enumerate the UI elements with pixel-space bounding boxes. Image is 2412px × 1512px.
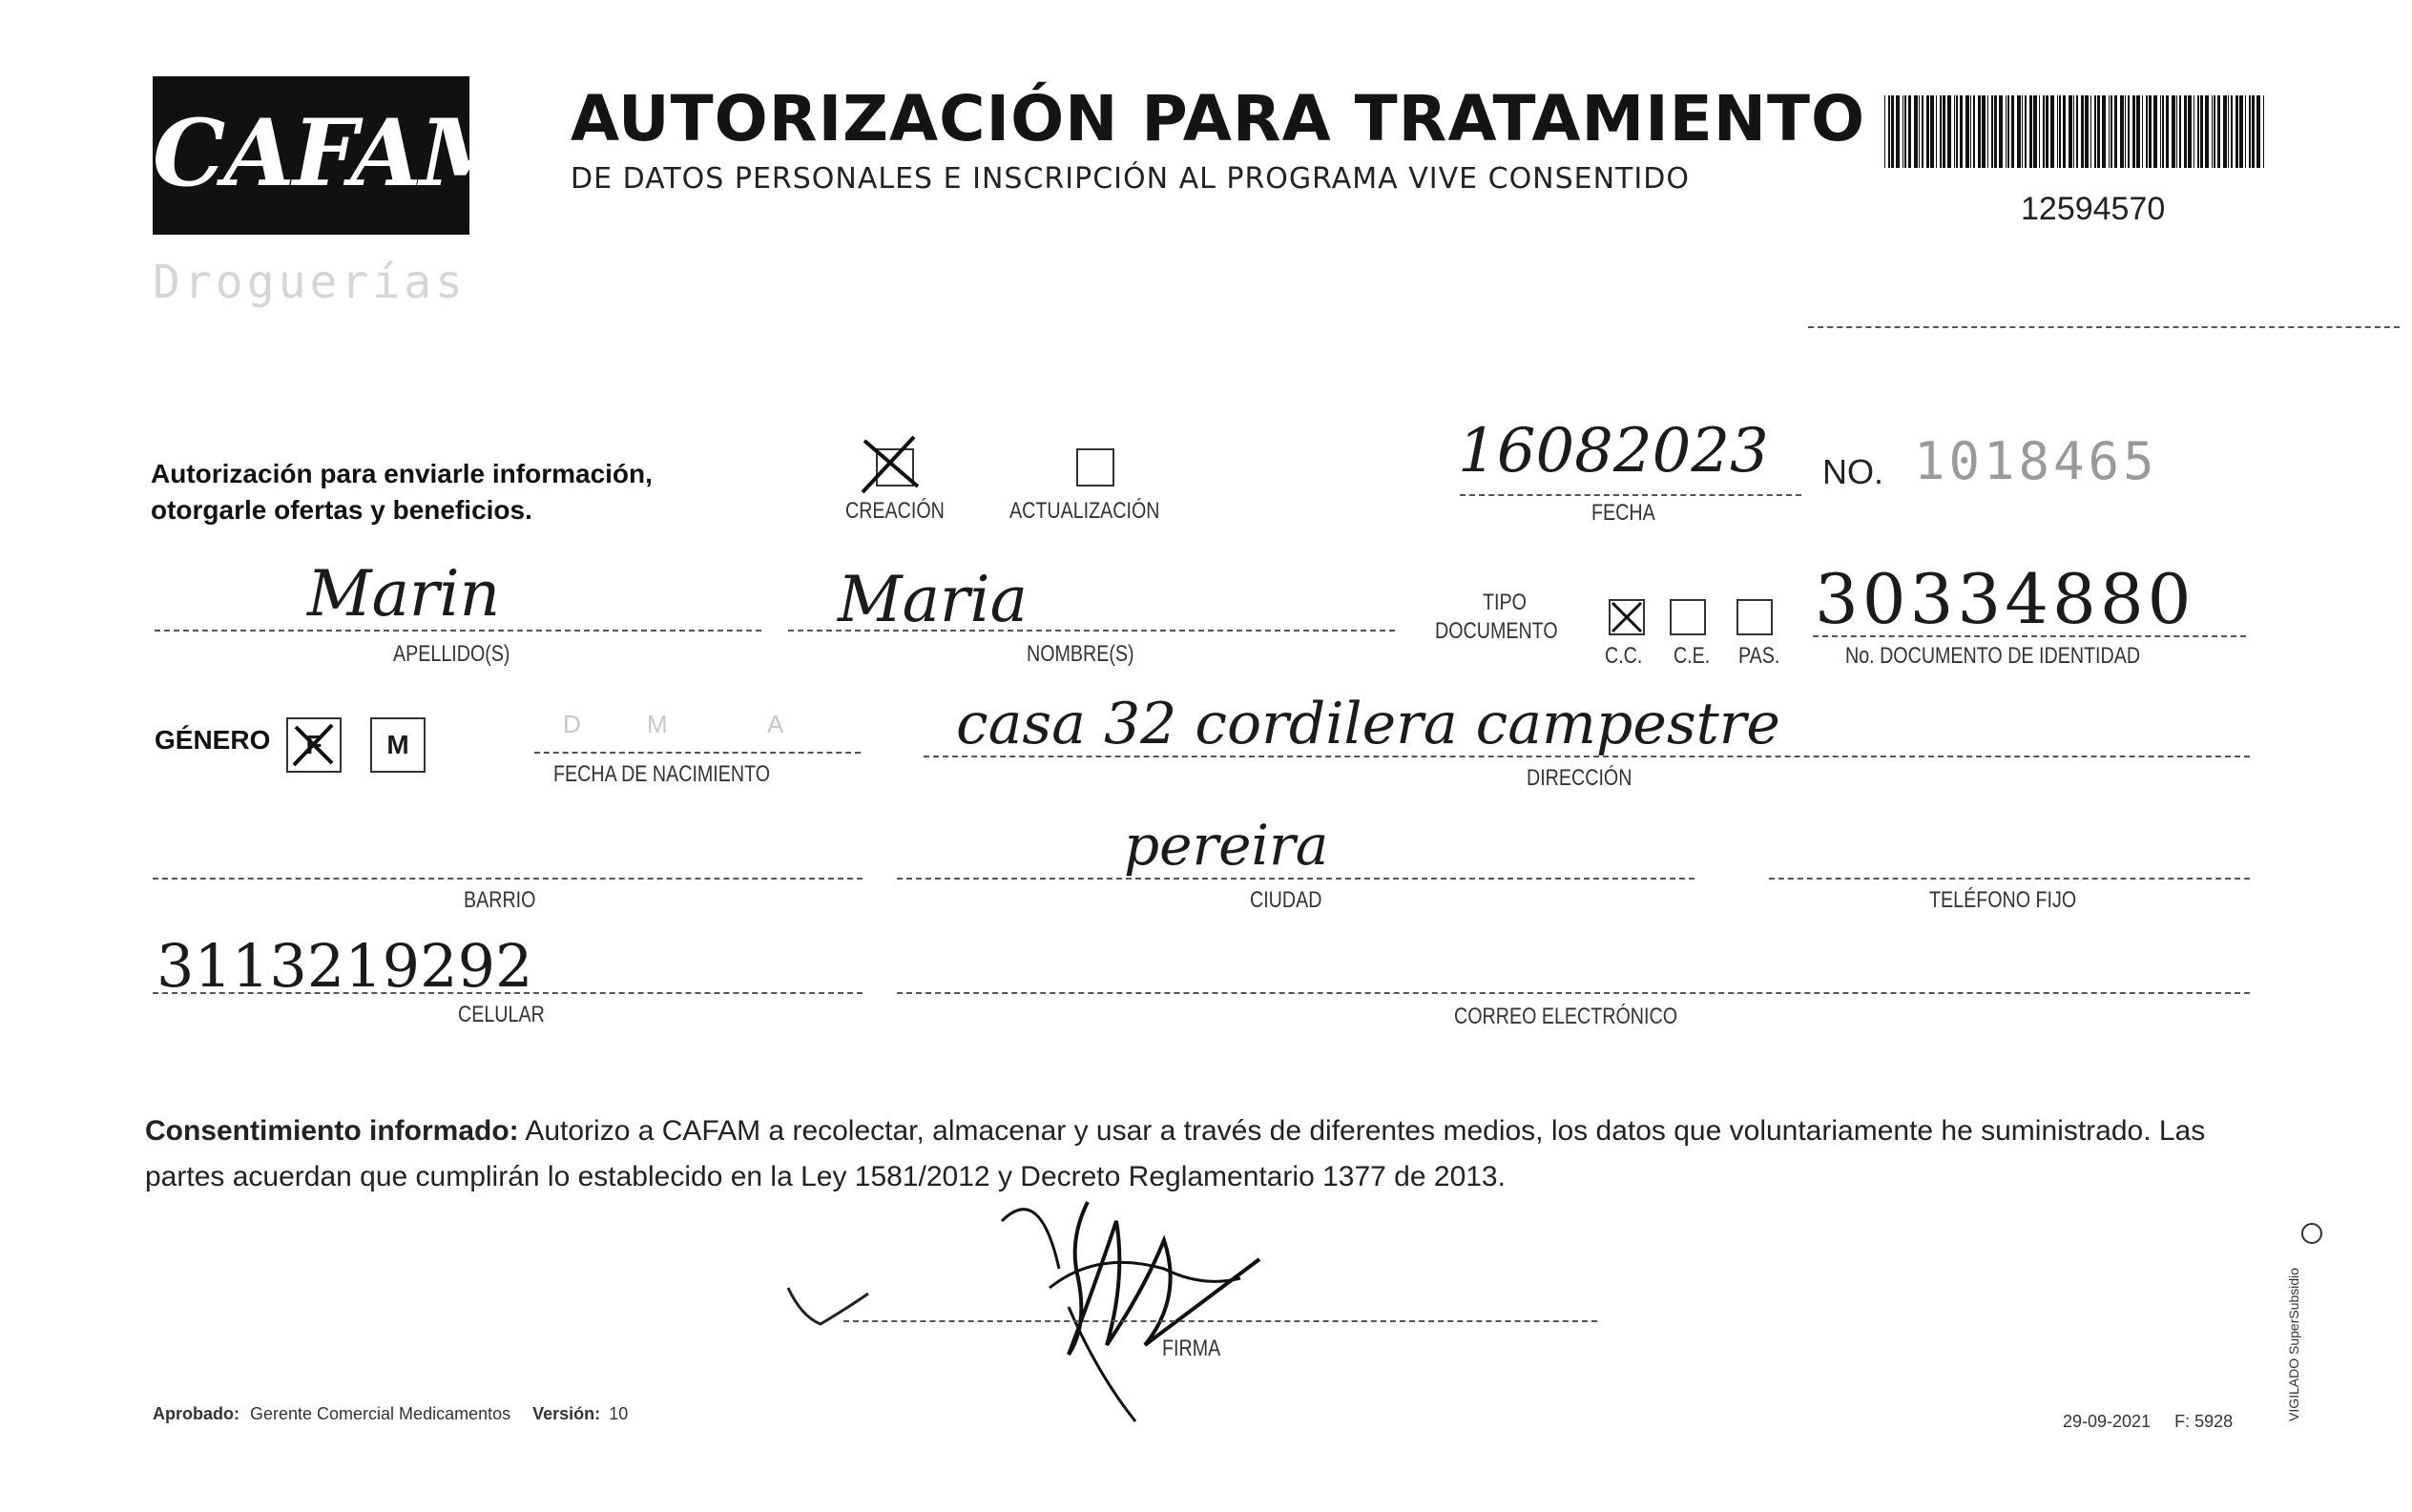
tipo-cc-label: C.C. xyxy=(1605,643,1643,669)
tipo-pas-label: PAS. xyxy=(1738,643,1780,669)
signature-image xyxy=(782,1164,1317,1431)
intro-line-2: otorgarle ofertas y beneficios. xyxy=(151,495,532,525)
apellidos-label: APELLIDO(S) xyxy=(393,641,510,667)
fecha-nac-d: D xyxy=(563,710,581,738)
telefono-line[interactable] xyxy=(1769,878,2250,880)
barcode-icon xyxy=(1884,95,2266,168)
firma-line[interactable] xyxy=(843,1320,1597,1322)
direccion-value: casa 32 cordilera campestre xyxy=(956,691,1780,757)
ciudad-line[interactable] xyxy=(897,878,1695,880)
version-label: Versión: xyxy=(532,1404,601,1423)
documento-value: 30334880 xyxy=(1815,559,2195,639)
apellidos-line xyxy=(155,630,761,632)
barcode-number: 12594570 xyxy=(2021,191,2166,227)
barrio-label: BARRIO xyxy=(464,887,536,913)
vigilado-text: VIGILADO SuperSubsidio xyxy=(2286,1267,2301,1421)
genero-f-checkbox[interactable] xyxy=(286,717,342,773)
ciudad-label: CIUDAD xyxy=(1250,887,1322,913)
documento-line xyxy=(1813,635,2246,637)
footer-form-code: F: 5928 xyxy=(2174,1412,2234,1431)
correo-line[interactable] xyxy=(897,992,2250,994)
actualizacion-checkbox[interactable] xyxy=(1076,448,1114,487)
fecha-label: FECHA xyxy=(1591,500,1655,526)
barrio-line[interactable] xyxy=(153,878,863,880)
tipo-label-2: DOCUMENTO xyxy=(1435,618,1558,644)
cafam-logo xyxy=(153,76,520,235)
nombres-line xyxy=(788,630,1395,632)
check-x-icon xyxy=(864,441,899,475)
actualizacion-label: ACTUALIZACIÓN xyxy=(1009,498,1160,524)
celular-label: CELULAR xyxy=(458,1002,545,1027)
logo-text: CAFAM xyxy=(153,99,520,207)
footer-approval xyxy=(153,1404,628,1424)
logo-subtitle: Droguerías xyxy=(153,256,467,309)
check-x-icon xyxy=(1611,601,1643,633)
tipo-ce-checkbox[interactable] xyxy=(1670,599,1706,635)
no-value: 1018465 xyxy=(1914,431,2158,491)
fecha-nac-line[interactable] xyxy=(534,752,861,754)
intro-line-1: Autorización para enviarle información, xyxy=(151,459,653,488)
fecha-line xyxy=(1460,494,1801,496)
fecha-nac-m: M xyxy=(647,710,668,738)
tipo-label-1: TIPO xyxy=(1483,590,1527,615)
consent-heading: Consentimiento informado: xyxy=(145,1115,519,1147)
firma-label: FIRMA xyxy=(1162,1336,1221,1361)
tipo-ce-label: C.E. xyxy=(1674,643,1711,669)
nombres-value: Maria xyxy=(838,563,1028,636)
creacion-checkbox[interactable] xyxy=(876,448,914,487)
celular-value: 3113219292 xyxy=(156,931,533,1001)
header-divider xyxy=(1808,326,2400,328)
consent-text: Autorizo a CAFAM a recolectar, almacenar y usar a través de diferentes medios, los datos que voluntariamente he suministrado. Las partes acuerdan que cumplirán lo establecido en la Ley 1581/2012 y Decreto Reglamentario 1377 de 2013. xyxy=(145,1115,2206,1192)
genero-f-label: F xyxy=(305,730,322,759)
authorization-intro xyxy=(151,456,653,528)
documento-label: No. DOCUMENTO DE IDENTIDAD xyxy=(1845,643,2141,669)
check-x-icon xyxy=(288,719,340,771)
form-subtitle: DE DATOS PERSONALES E INSCRIPCIÓN AL PROGRAMA VIVE CONSENTIDO xyxy=(571,162,1690,196)
form-title: AUTORIZACIÓN PARA TRATAMIENTO xyxy=(571,82,1866,155)
aprobado-label: Aprobado: xyxy=(153,1404,239,1423)
aprobado-value: Gerente Comercial Medicamentos xyxy=(250,1404,511,1423)
tipo-cc-checkbox[interactable] xyxy=(1609,599,1645,635)
fecha-nac-a: A xyxy=(767,710,784,738)
footer-date xyxy=(2063,1412,2233,1432)
correo-label: CORREO ELECTRÓNICO xyxy=(1454,1004,1678,1029)
direccion-label: DIRECCIÓN xyxy=(1527,765,1632,791)
no-label: NO. xyxy=(1822,452,1884,491)
tipo-pas-checkbox[interactable] xyxy=(1736,599,1773,635)
nombres-label: NOMBRE(S) xyxy=(1027,641,1134,667)
genero-label: GÉNERO xyxy=(155,725,271,755)
ciudad-value: pereira xyxy=(1124,813,1329,878)
footer-date-value: 29-09-2021 xyxy=(2063,1412,2152,1431)
genero-m-checkbox[interactable] xyxy=(370,717,426,773)
celular-line[interactable] xyxy=(153,992,863,994)
apellidos-value: Marin xyxy=(307,557,501,631)
version-value: 10 xyxy=(609,1404,629,1423)
direccion-line[interactable] xyxy=(924,756,2250,757)
genero-m-label: M xyxy=(386,730,409,759)
supersubsidio-icon xyxy=(2301,1223,2322,1244)
creacion-label: CREACIÓN xyxy=(845,498,945,524)
fecha-value: 16082023 xyxy=(1458,416,1769,487)
fecha-nac-label: FECHA DE NACIMIENTO xyxy=(553,761,771,787)
telefono-label: TELÉFONO FIJO xyxy=(1929,887,2077,913)
